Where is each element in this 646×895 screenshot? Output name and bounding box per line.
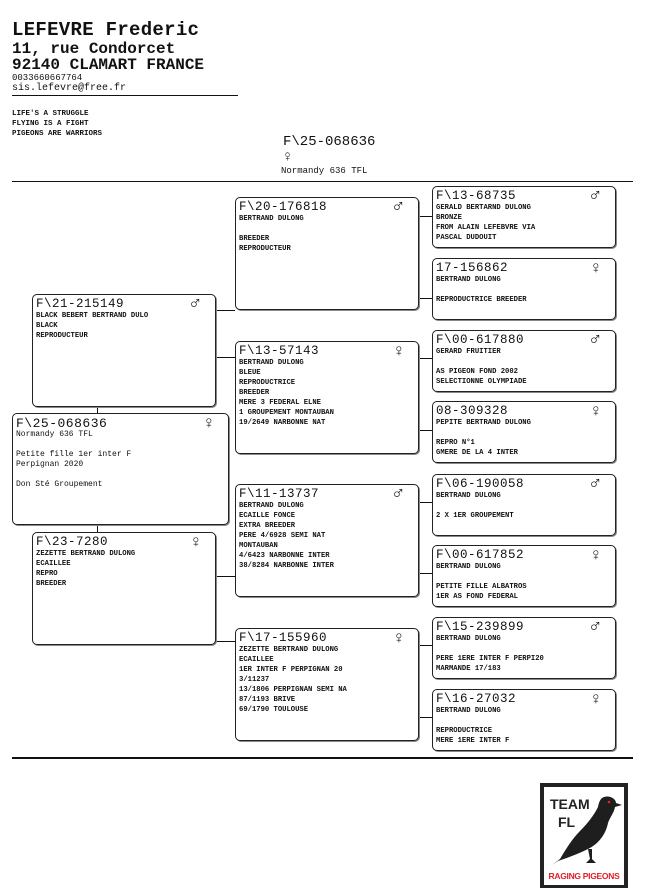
bird-detail-line: ZEZETTE BERTRAND DULONG (239, 646, 339, 654)
logo-panel (544, 787, 624, 869)
male-icon: ♂ (589, 330, 601, 350)
bird-detail-line: 2 X 1ER GROUPEMENT (436, 512, 514, 520)
owner-address-line2: 92140 CLAMART FRANCE (12, 56, 205, 74)
bird-detail-line: BLACK (36, 322, 58, 330)
connector-line (216, 641, 235, 642)
ring-number: F\11-13737 (239, 487, 320, 501)
bird-detail-line: AS PIGEON FOND 2002 (436, 368, 518, 376)
bird-detail-line: GERALD BERTARND DULONG (436, 204, 531, 212)
pedigree-box-ggp5 (432, 545, 616, 607)
ring-number: F\21-215149 (36, 297, 125, 311)
motto (12, 109, 102, 139)
bird-detail-line: REPRO (36, 570, 58, 578)
connector-line (419, 358, 432, 359)
bird-detail-line: BERTRAND DULONG (436, 563, 501, 571)
bird-detail-line: BERTRAND DULONG (239, 502, 304, 510)
motto-line: LIFE'S A STRUGGLE (12, 110, 89, 118)
owner-address-line1: 11, rue Condorcet (12, 40, 176, 58)
bird-detail-line: MONTAUBAN (239, 542, 278, 550)
pedigree-box-ggp0 (432, 186, 616, 248)
bird-detail-line: MARMANDE 17/183 (436, 665, 501, 673)
bird-detail-line: 1ER AS FOND FEDERAL (436, 593, 518, 601)
connector-line (419, 298, 432, 299)
bird-detail-line: BERTRAND DULONG (436, 276, 501, 284)
female-icon: ♀ (393, 630, 404, 649)
ring-number: 08-309328 (436, 404, 509, 418)
bird-detail-line: ECAILLEE (36, 560, 71, 568)
bird-detail-line: ZEZETTE BERTRAND DULONG (36, 550, 136, 558)
male-icon: ♂ (392, 197, 404, 217)
header-bird-name: Normandy 636 TFL (281, 166, 368, 176)
male-icon: ♂ (189, 294, 201, 314)
male-icon: ♂ (589, 617, 601, 637)
bird-detail-line: 1 GROUPEMENT MONTAUBAN (239, 409, 334, 417)
pedigree-box-sire (32, 294, 216, 407)
male-icon: ♂ (392, 484, 404, 504)
logo-band (544, 869, 624, 885)
ring-number: F\25-068636 (16, 416, 108, 431)
bottom-divider (12, 757, 633, 759)
pedigree-box-dam-dam (235, 628, 419, 741)
bird-detail-line: Don Sté Groupement (16, 480, 103, 489)
pedigree-box-subject (12, 413, 229, 525)
ring-number: F\17-155960 (239, 631, 328, 645)
motto-line: PIGEONS ARE WARRIORS (12, 130, 103, 138)
bird-detail-line: 69/1790 TOULOUSE (239, 706, 309, 714)
pedigree-box-ggp4 (432, 474, 616, 536)
bird-detail-line: ECAILLEE (239, 656, 274, 664)
bird-detail-line: BERTRAND DULONG (239, 215, 304, 223)
bird-detail-line: 87/1193 BRIVE (239, 696, 296, 704)
bird-detail-line: 4/6423 NARBONNE INTER (239, 552, 330, 560)
female-icon: ♀ (203, 415, 214, 434)
bird-detail-line: SELECTIONNE OLYMPIADE (436, 378, 527, 386)
connector-line (97, 525, 98, 532)
bird-detail-line: REPRODUCTEUR (239, 245, 291, 253)
pedigree-box-dam (32, 532, 216, 645)
bird-detail-line: 13/1806 PERPIGNAN SEMI NA (239, 686, 347, 694)
top-divider (12, 181, 633, 182)
header-bird-ring: F\25-068636 (283, 134, 376, 150)
connector-line (419, 717, 432, 718)
ring-number: F\00-617852 (436, 548, 525, 562)
bird-detail-line: GMERE DE LA 4 INTER (436, 449, 518, 457)
bird-detail-line: PEPITE BERTRAND DULONG (436, 419, 531, 427)
bird-detail-line: MERE 3 FEDERAL ELNE (239, 399, 321, 407)
ring-number: F\23-7280 (36, 535, 109, 549)
female-icon: ♀ (590, 691, 601, 710)
bird-detail-line: 3/11237 (239, 676, 270, 684)
bird-detail-line: 19/2649 NARBONNE NAT (239, 419, 326, 427)
connector-line (419, 430, 432, 431)
pedigree-box-ggp3 (432, 401, 616, 463)
pedigree-box-dam-sire (235, 484, 419, 597)
bird-detail-line: 1ER INTER F PERPIGNAN 20 (239, 666, 343, 674)
bird-detail-line: ECAILLE FONCE (239, 512, 296, 520)
bird-detail-line: BREEDER (239, 389, 270, 397)
bird-detail-line: BERTRAND DULONG (436, 492, 501, 500)
connector-line (419, 216, 432, 217)
male-icon: ♂ (589, 474, 601, 494)
female-icon: ♀ (393, 343, 404, 362)
bird-detail-line: BREEDER (36, 580, 67, 588)
pedigree-box-ggp6 (432, 617, 616, 679)
bird-detail-line: PASCAL DUDOUIT (436, 234, 497, 242)
bird-detail-line: Petite fille 1er inter F (16, 450, 132, 459)
bird-detail-line: Perpignan 2020 (16, 460, 84, 469)
logo-fl-text: FL (558, 814, 576, 830)
bird-detail-line: PETITE FILLE ALBATROS (436, 583, 527, 591)
owner-name: LEFEVRE Frederic (12, 19, 200, 41)
bird-detail-line: MERE 1ERE INTER F (436, 737, 510, 745)
connector-line (216, 357, 235, 358)
bird-detail-line: EXTRA BREEDER (239, 522, 296, 530)
bird-detail-line: FROM ALAIN LEFEBVRE VIA (436, 224, 536, 232)
ring-number: F\13-57143 (239, 344, 320, 358)
connector-line (419, 502, 432, 503)
bird-detail-line: BERTRAND DULONG (239, 359, 304, 367)
ring-number: F\20-176818 (239, 200, 328, 214)
ring-number: F\13-68735 (436, 189, 517, 203)
bird-detail-line: Normandy 636 TFL (16, 430, 93, 439)
pedigree-box-ggp7 (432, 689, 616, 751)
owner-email: sis.lefevre@free.fr (12, 83, 127, 94)
female-icon: ♀ (590, 260, 601, 279)
bird-detail-line: REPRODUCTRICE (436, 727, 493, 735)
bird-detail-line: REPRODUCTRICE BREEDER (436, 296, 527, 304)
bird-detail-line: BLEUE (239, 369, 261, 377)
female-icon: ♀ (590, 403, 601, 422)
female-icon: ♀ (190, 534, 201, 553)
female-icon: ♀ (283, 149, 293, 166)
ring-number: F\16-27032 (436, 692, 517, 706)
ring-number: F\06-190058 (436, 477, 525, 491)
team-logo (540, 783, 628, 888)
bird-detail-line: 38/8284 NARBONNE INTER (239, 562, 334, 570)
bird-detail-line: BLACK BEBERT BERTRAND DULO (36, 312, 149, 320)
logo-team-text: TEAM (550, 796, 590, 812)
pigeon-icon (544, 787, 624, 869)
logo-slogan: RAGING PIGEONS (548, 871, 620, 881)
bird-detail-line: GERARD FRUITIER (436, 348, 501, 356)
bird-detail-line: PERE 4/6928 SEMI NAT (239, 532, 326, 540)
owner-phone: 0033660667764 (12, 73, 83, 83)
male-icon: ♂ (589, 186, 601, 206)
bird-detail-line: REPRO N°1 (436, 439, 475, 447)
connector-line (419, 645, 432, 646)
motto-line: FLYING IS A FIGHT (12, 120, 89, 128)
ring-number: F\00-617880 (436, 333, 525, 347)
pedigree-box-sire-sire (235, 197, 419, 310)
bird-detail-line: REPRODUCTEUR (36, 332, 88, 340)
bird-detail-line: BRONZE (436, 214, 462, 222)
ring-number: F\15-239899 (436, 620, 525, 634)
female-icon: ♀ (590, 547, 601, 566)
bird-detail-line: REPRODUCTRICE (239, 379, 296, 387)
connector-line (216, 576, 235, 577)
pedigree-box-ggp1 (432, 258, 616, 320)
bird-detail-line: BREEDER (239, 235, 270, 243)
owner-divider (12, 95, 238, 96)
pedigree-box-sire-dam (235, 341, 419, 454)
bird-detail-line: PERE 1ERE INTER F PERPI20 (436, 655, 544, 663)
bird-detail-line: BERTRAND DULONG (436, 635, 501, 643)
ring-number: 17-156862 (436, 261, 509, 275)
connector-line (419, 573, 432, 574)
bird-detail-line: BERTRAND DULONG (436, 707, 501, 715)
pedigree-box-ggp2 (432, 330, 616, 392)
connector-line (216, 310, 235, 311)
